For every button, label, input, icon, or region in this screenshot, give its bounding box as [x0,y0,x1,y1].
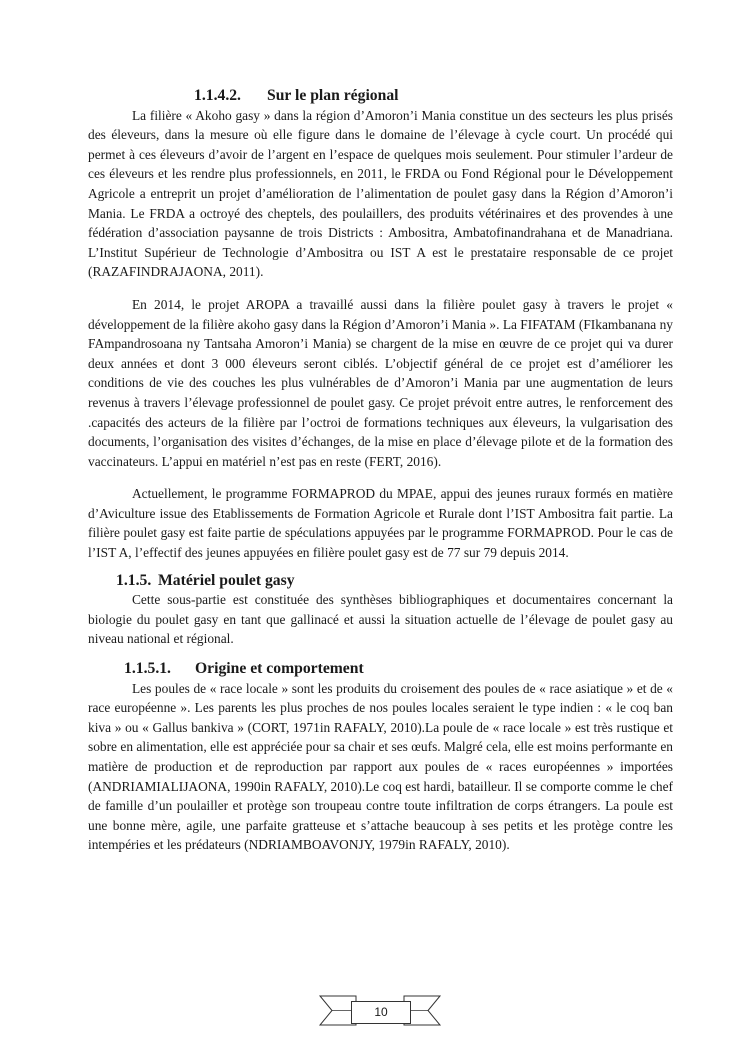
paragraph: La filière « Akoho gasy » dans la région d’Amoron’i Mania constitue un des secteurs les plus prisés des éleveurs, dans la mesure où elle figure dans le domaine de l’élevage à cycle court. Un procédé qui permet à ces éleveurs d’avoir de l’argent en l’espace de quelques mois seulement. Pour stimuler l’ardeur de ces éleveurs et les rendre plus professionnels, en 2011, le FRDA ou Fond Régional pour le Développement Agricole a entreprit un projet d’amélioration de l’alimentation de poulet gasy dans la Région d’Amoron’i Mania. Le FRDA a octroyé des cheptels, des poulaillers, des produits vétérinaires et des provendes à une fédération d’association paysanne de trois Districts : Ambositra, Ambatofinandrahana et de Manadriana. L’Institut Supérieur de Technologie d’Ambositra ou IST A est le prestataire responsable de ce projet (RAZAFINDRAJAONA, 2011). [88,107,673,280]
section-title: Origine et comportement [195,660,364,678]
section-heading-1-1-4-2 [88,86,673,106]
section-heading-1-1-5-1 [88,659,673,679]
paragraph: Actuellement, le programme FORMAPROD du MPAE, appui des jeunes ruraux formés en matière d’Aviculture issue des Etablissements de Formation Agricole et Rurale dont l’IST Ambositra fait partie. La filière poulet gasy est faite partie de spéculations appuyées par le programme FORMAPROD. Pour le cas de l’IST A, l’effectif des jeunes appuyées en filière poulet gasy est de 77 sur 79 depuis 2014. [88,486,673,561]
page-number: 10 [351,1001,411,1024]
section-number: 1.1.5.1. [124,660,171,678]
section-heading-1-1-5 [88,571,673,591]
section-number: 1.1.4.2. [194,87,241,104]
document-page [88,86,673,855]
page-footer [318,994,442,1030]
section-title: Matériel poulet gasy [158,571,295,589]
section-number: 1.1.5. [116,571,152,589]
section-title: Sur le plan régional [267,87,399,104]
paragraph: Cette sous-partie est constituée des synthèses bibliographiques et documentaires concernant la biologie du poulet gasy en tant que gallinacé et aussi la situation actuelle de l’élevage de poulet gasy au niveau national et régional. [88,592,673,647]
paragraph: En 2014, le projet AROPA a travaillé aussi dans la filière poulet gasy à travers le projet « développement de la filière akoho gasy dans la Région d’Amoron’i Mania ». La FIFATAM (FIkambanana ny FAmpandrosoana ny Tantsaha Amoron’i Mania) se chargent de la mise en œuvre de ce projet qui va durer deux années et dont 3 000 éleveurs seront ciblés. L’objectif général de ce projet est d’améliorer les conditions de vie des couches les plus vulnérables de d’Amoron’i Mania par une augmentation de leurs revenus à travers l’élevage professionnel de poulet gasy. Ce projet prévoit entre autres, le renforcement des .capacités des acteurs de la filière par l’octroi de formations techniques aux éleveurs, la vulgarisation des documents, l’organisation des visites d’échanges, de la mise en place d’élevage pilote et de la formation des vaccinateurs. L’appui en matériel n’est pas en reste (FERT, 2016). [88,296,673,469]
paragraph: Les poules de « race locale » sont les produits du croisement des poules de « race asiatique » et de « race européenne ». Les parents les plus proches de nos poules locales seraient le type indien : « le coq ban kiva » ou « Gallus bankiva » (CORT, 1971in RAFALY, 2010).La poule de « race locale » est très rustique et sobre en alimentation, elle est appréciée pour sa chair et ses œufs. Malgré cela, elle est moins performante en matière de production et de reproduction par rapport aux poules de « races européennes » importées (ANDRIAMIALIJAONA, 1990in RAFALY, 2010).Le coq est hardi, batailleur. Il se comporte comme le chef de famille d’un poulailler et protège son troupeau contre toute infiltration de corps étrangers. La poule est une bonne mère, agile, une parfaite gratteuse et s’attache beaucoup à ses petits et les protège contre les intempéries et les prédateurs (NDRIAMBOAVONJY, 1979in RAFALY, 2010). [88,680,673,853]
